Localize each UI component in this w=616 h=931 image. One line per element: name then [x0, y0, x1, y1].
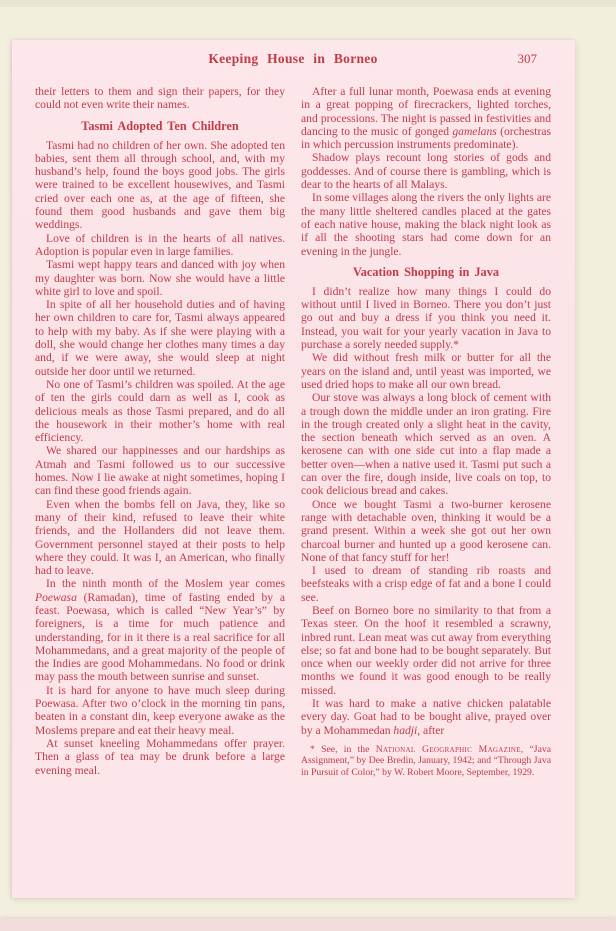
- paragraph: [35, 378, 285, 444]
- paragraph: [35, 684, 285, 737]
- text-run: * See, in the: [310, 743, 376, 755]
- text-run: At sunset kneeling Mohammedans offer prayer. Then a glass of tea may be drunk before a large evening meal.: [35, 736, 285, 777]
- right-column: [301, 85, 551, 778]
- page-number: 307: [517, 51, 537, 66]
- paragraph: [301, 151, 551, 191]
- text-run: It is hard for anyone to have much sleep during Poewasa. After two o’clock in the morning tin pans, beaten in a constant din, keep everyone awake as the Moslems prepare and eat their heavy meal.: [35, 683, 285, 737]
- article-body: [35, 85, 551, 778]
- paragraph: [35, 577, 285, 683]
- smallcaps-title: National Geographic Magazine: [375, 743, 521, 755]
- magazine-page: [12, 40, 575, 898]
- text-run: No one of Tasmi’s children was spoiled. At the age of ten the girls could darn as well as I, cook as delicious meals as those Tasmi prepared, and do all the housework in their mother’s home with real efficiency.: [35, 377, 285, 445]
- text-run: Love of children is in the hearts of all natives. Adoption is popular even in large families.: [35, 231, 285, 258]
- text-run: (orchestras in which percussion instruments predominate).: [301, 124, 551, 152]
- paragraph: [35, 139, 285, 232]
- section-heading: [35, 120, 285, 133]
- paragraph: [35, 444, 285, 497]
- text-run: After a full lunar month, Poewasa ends at evening in a great popping of firecrackers, lighted torches, and processions. The night is passed in festivities and dancing to the music of gonged: [301, 85, 551, 138]
- footnote: [301, 744, 551, 778]
- paragraph: [301, 697, 551, 737]
- text-run: We did without fresh milk or butter for all the years on the island and, until yeast was imported, we used dried hops to make all our own bread.: [301, 351, 551, 391]
- paragraph: [301, 85, 551, 151]
- text-run: Our stove was always a long block of cement with a trough down the middle under an iron grating. Fire in the trough created only a slight heat in the cavity, the section beneath which served as an oven. A kerosene can with one side cut into a flap made a better oven—when a native used it. Tasmi put such a can over the fire, dough inside, live coals on top, to cook delicious bread and cakes.: [301, 391, 551, 498]
- paragraph: [35, 85, 285, 112]
- paragraph: [301, 191, 551, 257]
- text-run: In the ninth month of the Moslem year comes: [46, 577, 285, 591]
- italic-term: hadji: [393, 723, 418, 737]
- paragraph: [35, 258, 285, 298]
- section-heading: [301, 266, 551, 279]
- paragraph: [35, 232, 285, 259]
- text-run: In spite of all her household duties and of having her own children to care for, Tasmi always appeared to help with my baby. As if she were playing with a doll, she would change her clothes many times a day and, if we were away, she would sleep at night outside her door until we returned.: [35, 298, 285, 378]
- text-run: , “Java Assignment,” by Dee Bredin, January, 1942; and “Through Java in Pursuit of Color,” by W. Robert Moore, September, 1929.: [301, 743, 552, 778]
- italic-term: Poewasa: [35, 590, 77, 604]
- text-run: Vacation Shopping in Java: [353, 264, 499, 279]
- text-run: Even when the bombs fell on Java, they, like so many of their kind, refused to leave their white friends, and the Hollanders did not leave them. Government personnel stayed at their posts to help where they could. It was I, an American, who finally had to leave.: [35, 497, 285, 578]
- text-run: Once we bought Tasmi a two-burner kerosene range with detachable oven, thinking it would be a grand present. Within a week she got out her own charcoal burner and hunted up a good kerosene can. None of that fancy stuff for her!: [301, 497, 551, 564]
- text-run: I used to dream of standing rib roasts and beefsteaks with a crisp edge of fat and a bone I could see.: [301, 564, 551, 604]
- paragraph: [301, 391, 551, 497]
- running-head: [35, 49, 551, 76]
- italic-term: gamelans: [452, 124, 497, 138]
- next-page-edge: [0, 919, 616, 931]
- text-run: It was hard to make a native chicken palatable every day. Goat had to be bought alive, prayed over by a Mohammedan: [301, 697, 551, 737]
- paragraph: [301, 498, 551, 564]
- paragraph: [301, 351, 551, 391]
- paragraph: [301, 604, 551, 697]
- page-title: Keeping House in Borneo: [208, 51, 378, 66]
- text-run: Tasmi Adopted Ten Children: [81, 118, 239, 133]
- paragraph: [301, 564, 551, 604]
- text-run: their letters to them and sign their papers, for they could not even write their names.: [35, 85, 285, 112]
- text-run: Tasmi wept happy tears and danced with joy when my daughter was born. Now she would have a little white girl to love and spoil.: [35, 258, 285, 298]
- text-run: (Ramadan), time of fasting ended by a feast. Poewasa, which is called “New Year’s” by foreigners, is a time for much patience and understanding, for in it there is a real sacrifice for all Mohammedans, and a great majority of the people of the Indies are good Mohammedans. No food or drink may pass the mouth between sunrise and sunset.: [35, 590, 285, 684]
- left-column: [35, 85, 285, 778]
- paragraph: [35, 298, 285, 378]
- text-run: Beef on Borneo bore no similarity to that from a Texas steer. On the hoof it resembled a scrawny, inbred runt. Lean meat was cut away from everything else; so fat and bone had to be bought separately. But once when our weekly order did not arrive for three months we found it was good enough to be really missed.: [301, 603, 551, 697]
- scan-top-edge: [0, 0, 616, 7]
- text-run: We shared our happinesses and our hardships as Atmah and Tasmi followed us to our successive homes. Now I lie awake at night sometimes, hoping I can find these good friends again.: [35, 444, 285, 498]
- paragraph: [35, 498, 285, 578]
- text-run: Shadow plays recount long stories of gods and goddesses. And of course there is gambling, which is dear to the hearts of all Malays.: [301, 151, 551, 192]
- paragraph: [301, 285, 551, 351]
- text-run: Tasmi had no children of her own. She adopted ten babies, sent them all through school, and, with my husband’s help, found the boys good jobs. The girls were trained to be excellent housewives, and Tasmi cried over each one as, at the age of fifteen, she found them good husbands and gave them big weddings.: [35, 138, 285, 232]
- paragraph: [35, 737, 285, 777]
- text-run: In some villages along the rivers the only lights are the many little sheltered candles placed at the gates of each native house, making the black night look as if all the shooting stars had come down for an evening in the jungle.: [301, 191, 551, 258]
- text-run: I didn’t realize how many things I could do without until I lived in Borneo. There you don’t just go out and buy a dress if you think you need it. Instead, you wait for your yearly vacation in Java to purchase a sorely needed supply.*: [301, 284, 551, 352]
- text-run: , after: [417, 723, 445, 737]
